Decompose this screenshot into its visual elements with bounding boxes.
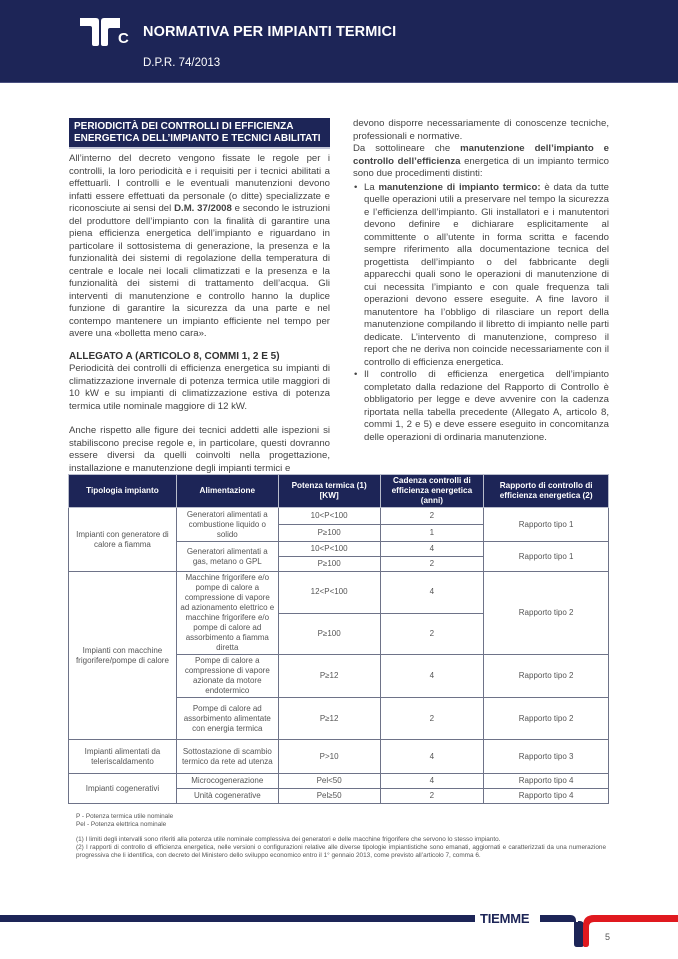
table-cell: 4 [380, 572, 484, 614]
table-cell: 2 [380, 508, 484, 525]
table-cell: 1 [380, 525, 484, 542]
footer-brand: TIEMME [480, 911, 530, 926]
table-cell: Pompe di calore a compressione di vapore azionate da motore endotermico [176, 655, 278, 698]
footnote: (1) I limiti degli intervalli sono riferiti alla potenza utile nominale complessiva dei generatori e delle macchine frigorifere che servono lo stesso impianto. [76, 836, 501, 843]
column-header: Cadenza controlli di efficienza energetica (anni) [380, 475, 484, 508]
table-cell: Macchine frigorifere e/o pompe di calore a compressione di vapore ad azionamento elettrico e macchine frigorifere e/o pompe di calore ad assorbimento a fiamma diretta [176, 572, 278, 655]
table-cell: Impianti cogenerativi [69, 774, 177, 804]
distinction-paragraph: Da sottolineare che manutenzione dell’impianto e controllo dell’efficienza energetica di un impianto termico sono due procedimenti distinti: [353, 143, 610, 179]
bullet-item: • Il controllo di efficienza energetica dell’impianto completato dalla redazione del Rapporto di Controllo è obbligatorio per legge e deve avvenire con la cadenza riportata nella tabella precedente (Allegato A, articolo 8, commi 1, 2 e 5) e deve essere eseguito in concomitanza delle operazioni di ordinaria manutenzione. [353, 369, 609, 444]
table-cell: P≥100 [278, 557, 380, 572]
table-cell: 4 [380, 740, 484, 774]
column-header: Tipologia impianto [69, 475, 177, 508]
continuation-paragraph: devono disporre necessariamente di conoscenze tecniche, professionali e normative. [353, 118, 609, 142]
table-cell: P≥100 [278, 525, 380, 542]
table-cell: Generatori alimentati a gas, metano o GPL [176, 542, 278, 572]
table-cell: Rapporto tipo 2 [484, 698, 609, 740]
table-row [69, 508, 609, 525]
page-subtitle: D.P.R. 74/2013 [143, 57, 221, 69]
control-frequency-table [68, 474, 609, 804]
table-cell: Rapporto tipo 3 [484, 740, 609, 774]
table-cell: Rapporto tipo 1 [484, 508, 609, 542]
table-cell: 4 [380, 655, 484, 698]
table-cell: P≥12 [278, 698, 380, 740]
table-cell: 10<P<100 [278, 508, 380, 525]
allegato-paragraph: Periodicità dei controlli di efficienza energetica su impianti di climatizzazione invernale di potenza termica utile maggiori di 10 kW e su impianti di climatizzazione estiva di potenza termica utile nominale maggiore di 12 kW. [69, 363, 330, 412]
bullet-list [353, 182, 609, 445]
table-header-row [69, 475, 609, 508]
table-row [69, 774, 609, 789]
table-cell: 2 [380, 557, 484, 572]
legend-item: Pel - Potenza elettrica nominale [76, 821, 167, 828]
table-legend [76, 813, 606, 829]
table-cell: P≥12 [278, 655, 380, 698]
table-cell: P>10 [278, 740, 380, 774]
table-cell: Pel≥50 [278, 789, 380, 804]
footer-bar [0, 915, 475, 922]
table-cell: Pompe di calore ad assorbimento alimentate con energia termica [176, 698, 278, 740]
bullet-item: • La manutenzione di impianto termico: è data da tutte quelle operazioni utili a preservare nel tempo la sicurezza e l’efficienza dell’impianto. Gli installatori e i manutentori devono definire e dichiarare esplicitamente al committente o all’utente in forma scritta e facendo sempre riferimento alla documentazione tecnica del progettista dell’impianto o del fabbricante degli apparecchi quali sono le operazioni di manutenzione di cui necessita l’impianto e con quale frequenza tali operazioni devono essere eseguite. A fine lavoro il manutentore ha l’obbligo di rilasciare un report della manutenzione compilando il libretto di impianto nelle parti dedicate. L’intervento di manutenzione, compreso il report che ne deriva non coincide necessariamente con il controllo di efficienza energetica. [353, 182, 609, 370]
table-cell: Impianti con macchine frigorifere/pompe di calore [69, 572, 177, 740]
table-cell: Impianti con generatore di calore a fiamma [69, 508, 177, 572]
table-cell: Unità cogenerative [176, 789, 278, 804]
technicians-paragraph: Anche rispetto alle figure dei tecnici addetti alle ispezioni si stabiliscono precise regole e, in particolare, questi dovranno essere diversi da quelli coinvolti nella progettazione, installazione e manutenzione degli impianti termici e [69, 425, 330, 474]
table-cell: Generatori alimentati a combustione liquido o solido [176, 508, 278, 542]
page-header [0, 0, 678, 83]
column-header: Potenza termica (1) [KW] [278, 475, 380, 508]
section-title: PERIODICITÀ DEI CONTROLLI DI EFFICIENZA ENERGETICA DELL’IMPIANTO E TECNICI ABILITATI [69, 118, 330, 149]
table-cell: Impianti alimentati da teleriscaldamento [69, 740, 177, 774]
tiemme-logo-icon [80, 18, 120, 46]
table-cell: 4 [380, 542, 484, 557]
table-cell: Rapporto tipo 4 [484, 789, 609, 804]
table-cell: Rapporto tipo 2 [484, 655, 609, 698]
table-notes [76, 836, 606, 860]
table-cell: Rapporto tipo 1 [484, 542, 609, 572]
page-number: 5 [605, 932, 611, 942]
column-header: Rapporto di controllo di efficienza energetica (2) [484, 475, 609, 508]
table-cell: P≥100 [278, 613, 380, 655]
intro-paragraph: All’interno del decreto vengono fissate le regole per i controlli, la loro periodicità e i requisiti per i tecnici abilitati a effettuarli. I controlli e le eventuali manutenzioni devono infatti essere effettuati da personale (o ditte) specializzate e riconosciute ai sensi del D.M. 37/2008 e secondo le istruzioni del produttore dell’impianto con la finalità di garantire una piena efficienza energetica dell’impianto e riguardano in particolare il sottosistema di generazione, la presenza e la funzionalità dei sistemi di regolazione della temperatura di centrale e locale nei locali climatizzati e la presenza e la funzionalità dei sistemi di trattamento dell’acqua. Gli interventi di manutenzione e controllo hanno la duplice funzione di garantire la sicurezza da una parte e nel contempo mantenere un impianto efficiente nel tempo per avere una «bolletta meno cara». [69, 153, 330, 339]
tiemme-footer-logo-icon [540, 912, 678, 948]
table-cell: Sottostazione di scambio termico da rete ad utenza [176, 740, 278, 774]
table-cell: Microcogenerazione [176, 774, 278, 789]
table-cell: 2 [380, 613, 484, 655]
logo-letter: C [118, 30, 129, 47]
left-column [69, 118, 330, 475]
table-cell: 4 [380, 774, 484, 789]
table-cell: Rapporto tipo 2 [484, 572, 609, 655]
table-cell: 2 [380, 698, 484, 740]
right-column [353, 118, 609, 444]
table-cell: 10<P<100 [278, 542, 380, 557]
table-row [69, 740, 609, 774]
table-cell: Rapporto tipo 4 [484, 774, 609, 789]
subheading: ALLEGATO A (ARTICOLO 8, COMMI 1, 2 E 5) [69, 350, 280, 362]
table-row [69, 572, 609, 614]
table-cell: 2 [380, 789, 484, 804]
table-cell: Pel<50 [278, 774, 380, 789]
page-title: NORMATIVA PER IMPIANTI TERMICI [143, 24, 397, 40]
legend-item: P - Potenza termica utile nominale [76, 813, 174, 820]
table-cell: 12<P<100 [278, 572, 380, 614]
column-header: Alimentazione [176, 475, 278, 508]
footnote: (2) I rapporti di controllo di efficienza energetica, nelle versioni o configurazioni relative alle diverse tipologie impiantistiche sono emanati, aggiornati e caratterizzati da una numerazione progressiva che li identifica, con decreto del Ministero dello sviluppo economico entro il 1° gennaio 2013, come previsto all’articolo 7, comma 6. [76, 844, 606, 859]
